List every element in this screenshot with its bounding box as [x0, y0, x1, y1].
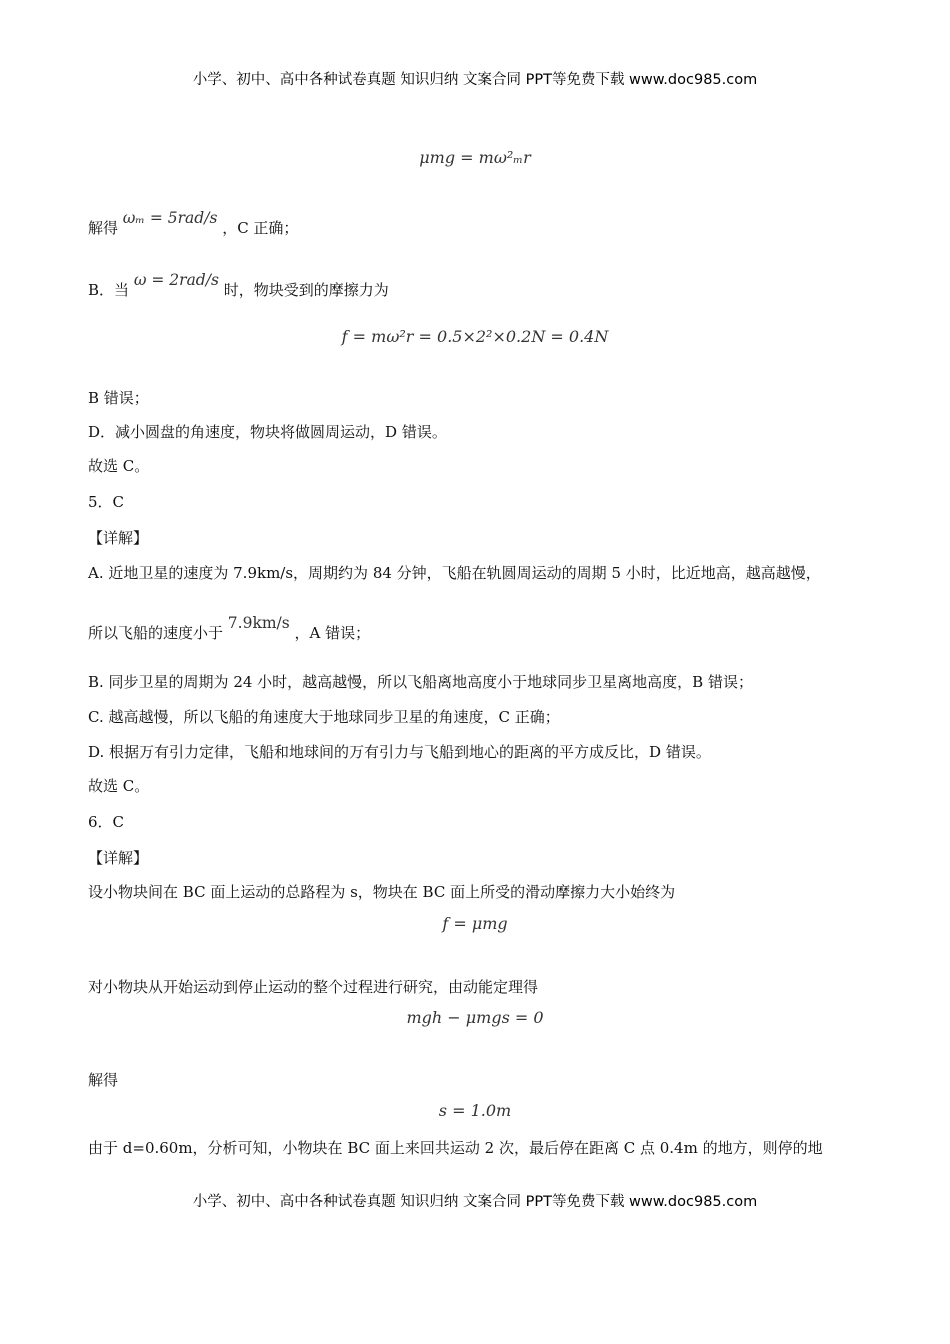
text-fragment: 时，物块受到的摩擦力为 [223, 281, 389, 299]
text-line: A. 近地卫星的速度为 7.9km/s，周期约为 84 分钟，飞船在轨圆周运动的周期 5 小时，比近地高，越高越慢， [88, 564, 821, 582]
inline-formula: ωₘ = 5rad/s [122, 209, 218, 227]
page-header: 小学、初中、高中各种试卷真题 知识归纳 文案合同 PPT等免费下载 www.doc985.com [192, 72, 758, 88]
section-label: 【详解】 [88, 849, 149, 867]
equation-centripetal-max: μmg = mω²ₘr [419, 148, 531, 167]
text-line: 故选 C。 [88, 777, 150, 795]
text-line: D．减小圆盘的角速度，物块将做圆周运动，D 错误。 [88, 423, 447, 441]
equation-energy: mgh − μmgs = 0 [406, 1008, 544, 1027]
text-line: C. 越高越慢，所以飞船的角速度大于地球同步卫星的角速度，C 正确； [88, 708, 560, 726]
equation-distance: s = 1.0m [438, 1101, 512, 1120]
text-line [88, 614, 371, 643]
text-line: D. 根据万有引力定律，飞船和地球间的万有引力与飞船到地心的距离的平方成反比，D 错误。 [88, 743, 711, 761]
text-line: 设小物块间在 BC 面上运动的总路程为 s，物块在 BC 面上所受的滑动摩擦力大小始终为 [88, 883, 676, 901]
text-line [88, 209, 299, 238]
text-line: B. 同步卫星的周期为 24 小时，越高越慢，所以飞船离地高度小于地球同步卫星离地高度，B 错误； [88, 673, 753, 691]
text-line [88, 271, 389, 300]
equation-friction: f = mω²r = 0.5×2²×0.2N = 0.4N [341, 327, 609, 346]
inline-formula: 7.9km/s [227, 614, 290, 632]
equation-friction-force: f = μmg [442, 914, 508, 933]
section-label: 【详解】 [88, 529, 149, 547]
text-fragment: ，A 错误； [294, 624, 371, 642]
page-footer: 小学、初中、高中各种试卷真题 知识归纳 文案合同 PPT等免费下载 www.doc985.com [192, 1194, 758, 1210]
text-line: 故选 C。 [88, 457, 150, 475]
text-line: 解得 [88, 1071, 119, 1089]
text-fragment: B．当 [88, 281, 130, 299]
text-fragment: 解得 [88, 219, 119, 237]
text-fragment: ，C 正确； [222, 219, 299, 237]
text-line: B 错误； [88, 389, 149, 407]
text-line: 由于 d=0.60m，分析可知，小物块在 BC 面上来回共运动 2 次，最后停在距离 C 点 0.4m 的地方，则停的地 [88, 1139, 823, 1157]
text-fragment: 所以飞船的速度小于 [88, 624, 224, 642]
inline-formula: ω = 2rad/s [133, 271, 219, 289]
question-number: 5．C [88, 493, 125, 511]
text-line: 对小物块从开始运动到停止运动的整个过程进行研究，由动能定理得 [88, 978, 539, 996]
question-number: 6．C [88, 813, 125, 831]
